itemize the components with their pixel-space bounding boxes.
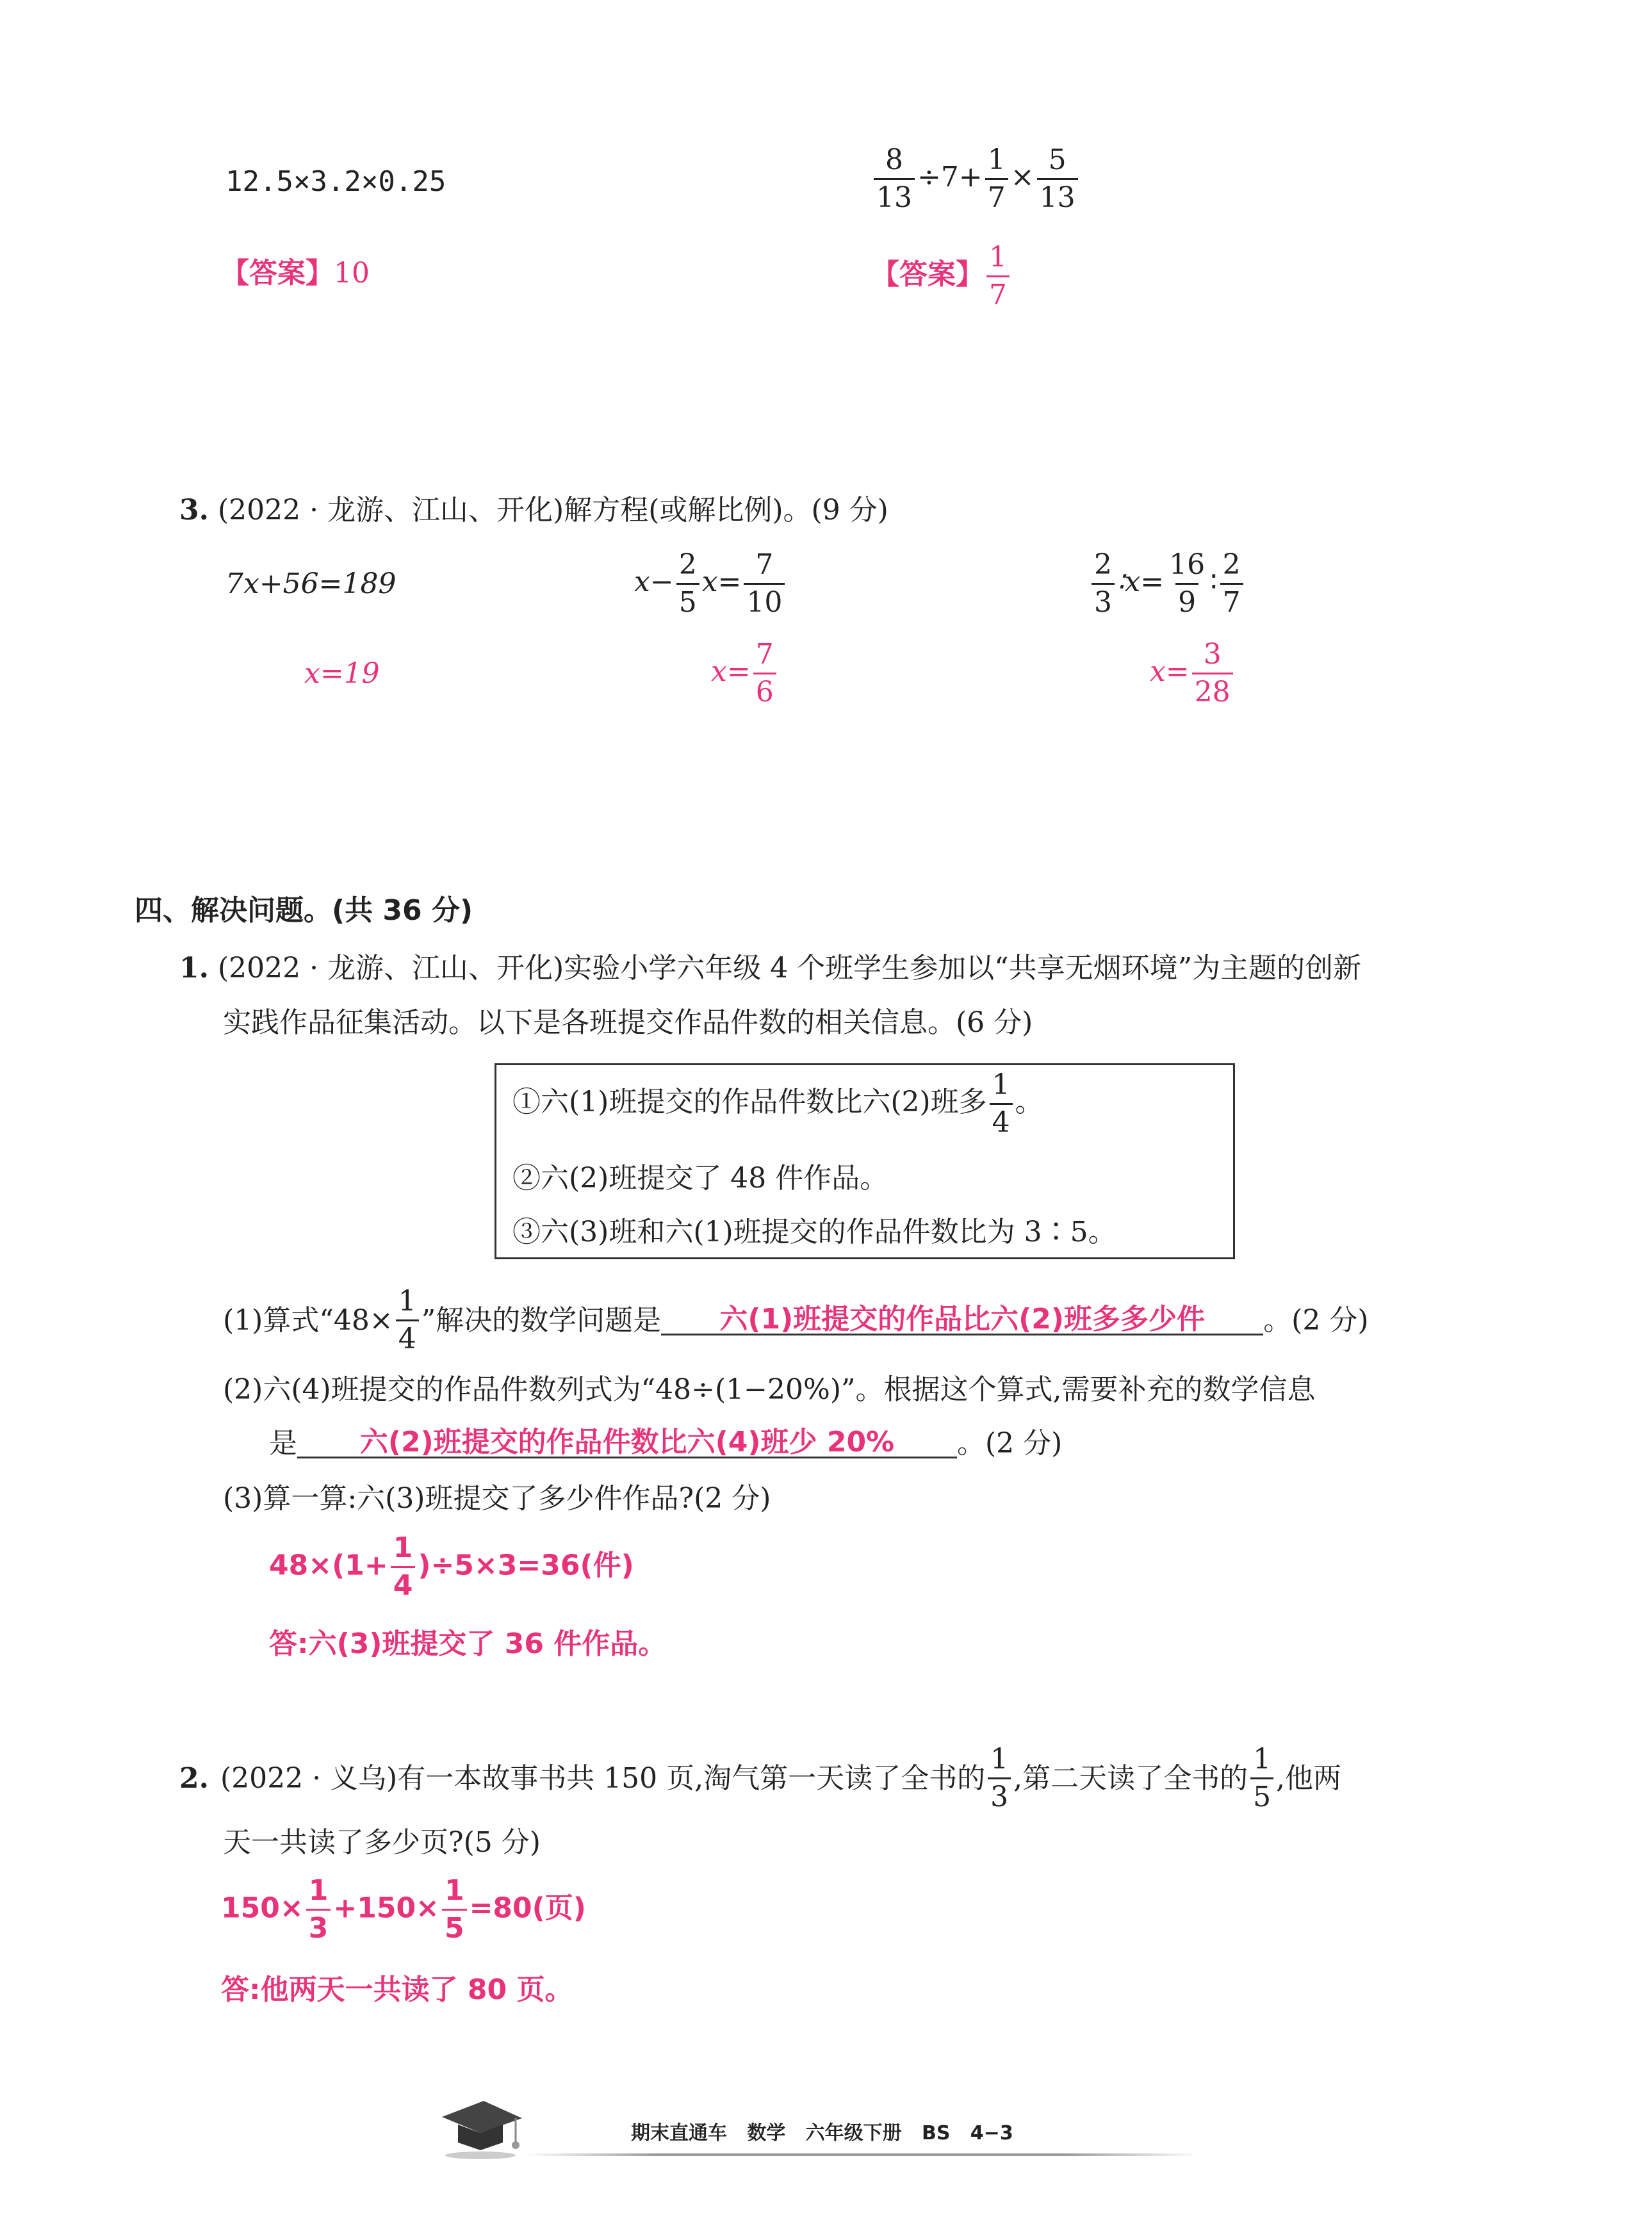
p2-line1: 2. (2022 · 义乌)有一本故事书共 150 页,淘气第一天读了全书的 $\frac{1}{3}$ ,第二天读了全书的 $\frac{1}{5}$ ,他两 [179,1743,1342,1813]
fraction: $\frac{7}{10}$ [744,551,785,617]
sub-q3-answer: 答:六(3)班提交了 36 件作品。 [269,1628,667,1660]
calc-q2-answer [871,243,1012,309]
info-line-1: ①六(1)班提交的作品件数比六(2)班多 $\frac{1}{4}$ 。 [512,1068,1043,1139]
calc-q2-expr: $\frac{8}{13}$ ÷7+ $\frac{1}{7}$ × $\frac{5}{13}$ [871,146,1081,212]
footer-text: 期末直通车 数学 六年级下册 BS 4−3 [631,2122,1013,2144]
sub-q2-line2: 是 六(2)班提交的作品件数比六(4)班少 20% 。(2 分) [269,1426,1063,1460]
p2-calc: 150× $\frac{1}{3}$ +150× $\frac{1}{5}$ =80(页) [221,1874,586,1945]
fraction: $\frac{5}{13}$ [1037,146,1078,212]
p2-answer: 答:他两天一共读了 80 页。 [221,1973,573,2006]
q3-ans1: x=19 [304,657,380,690]
sub-q2-line1: (2)六(4)班提交的作品件数列式为“48÷(1−20%)”。根据这个算式,需要补充的数学信息 [223,1373,1316,1406]
fraction: $\frac{1}{5}$ [442,1877,467,1943]
q3-eq3: $\frac{2}{3}$ ∶x= $\frac{16}{9}$ ∶ $\frac{2}{7}$ [1089,551,1246,617]
question-number: 2. [179,1761,209,1795]
p1-line2: 实践作品征集活动。以下是各班提交作品件数的相关信息。(6 分) [223,1006,1033,1039]
fraction: $\frac{7}{6}$ [753,641,776,706]
fraction: $\frac{1}{5}$ [1250,1745,1273,1811]
q3-ans2: x= $\frac{7}{6}$ [711,641,779,706]
calc-q1-answer [221,259,370,288]
q3-header [179,496,888,525]
fraction: $\frac{1}{7}$ [986,243,1010,309]
fraction: $\frac{16}{9}$ [1169,548,1206,619]
calc-q1-expr: 12.5×3.2×0.25 [225,165,446,198]
info-line-2: ②六(2)班提交了 48 件作品。 [512,1162,888,1195]
q3-eq1: 7x+56=189 [225,567,397,600]
sub-q1: (1)算式“48× $\frac{1}{4}$ ”解决的数学问题是 六(1)班提交的作品比六(2)班多多少件 。(2 分) [223,1285,1369,1355]
fraction: $\frac{1}{4}$ [391,1534,416,1600]
question-text: (2022 · 龙游、江山、开化)实验小学六年级 4 个班学生参加以“共享无烟环境”为主题的创新 [217,952,1362,984]
fraction: $\frac{3}{28}$ [1192,641,1233,706]
fraction: $\frac{2}{5}$ [676,551,699,617]
answer-label: 【答案】 [221,257,334,290]
answer-blank: 六(1)班提交的作品比六(2)班多多少件 [661,1305,1263,1335]
fraction: $\frac{1}{4}$ [396,1287,419,1353]
footer-divider [525,2153,1198,2156]
p2-line2: 天一共读了多少页?(5 分) [223,1826,541,1859]
answer-label: 【答案】 [871,258,984,291]
fraction: $\frac{1}{4}$ [990,1071,1013,1137]
question-number: 3. [179,494,209,527]
p1-line1 [179,954,1361,983]
info-line-3: ③六(3)班和六(1)班提交的作品件数比为 3∶5。 [512,1216,1116,1248]
fraction: $\frac{2}{7}$ [1220,551,1243,617]
fraction: $\frac{2}{3}$ [1092,551,1115,617]
sub-q3-calc: 48×(1+ $\frac{1}{4}$ )÷5×3=36(件) [269,1531,634,1602]
question-number: 1. [179,952,209,984]
graduation-cap-icon [436,2091,525,2162]
sub-q3-text: (3)算一算:六(3)班提交了多少件作品?(2 分) [223,1482,771,1515]
answer-blank: 六(2)班提交的作品件数比六(4)班少 20% [297,1428,957,1458]
answer-value: 10 [334,257,370,290]
question-text: (2022 · 龙游、江山、开化)解方程(或解比例)。(9 分) [217,494,888,527]
fraction: $\frac{8}{13}$ [874,146,915,212]
section-title: 四、解决问题。(共 36 分) [135,894,473,927]
fraction: $\frac{1}{7}$ [985,146,1008,212]
fraction: $\frac{1}{3}$ [988,1745,1011,1811]
q3-ans3: x= $\frac{3}{28}$ [1150,641,1236,706]
q3-eq2: x− $\frac{2}{5}$ x= $\frac{7}{10}$ [634,551,787,617]
fraction: $\frac{1}{3}$ [306,1877,331,1943]
